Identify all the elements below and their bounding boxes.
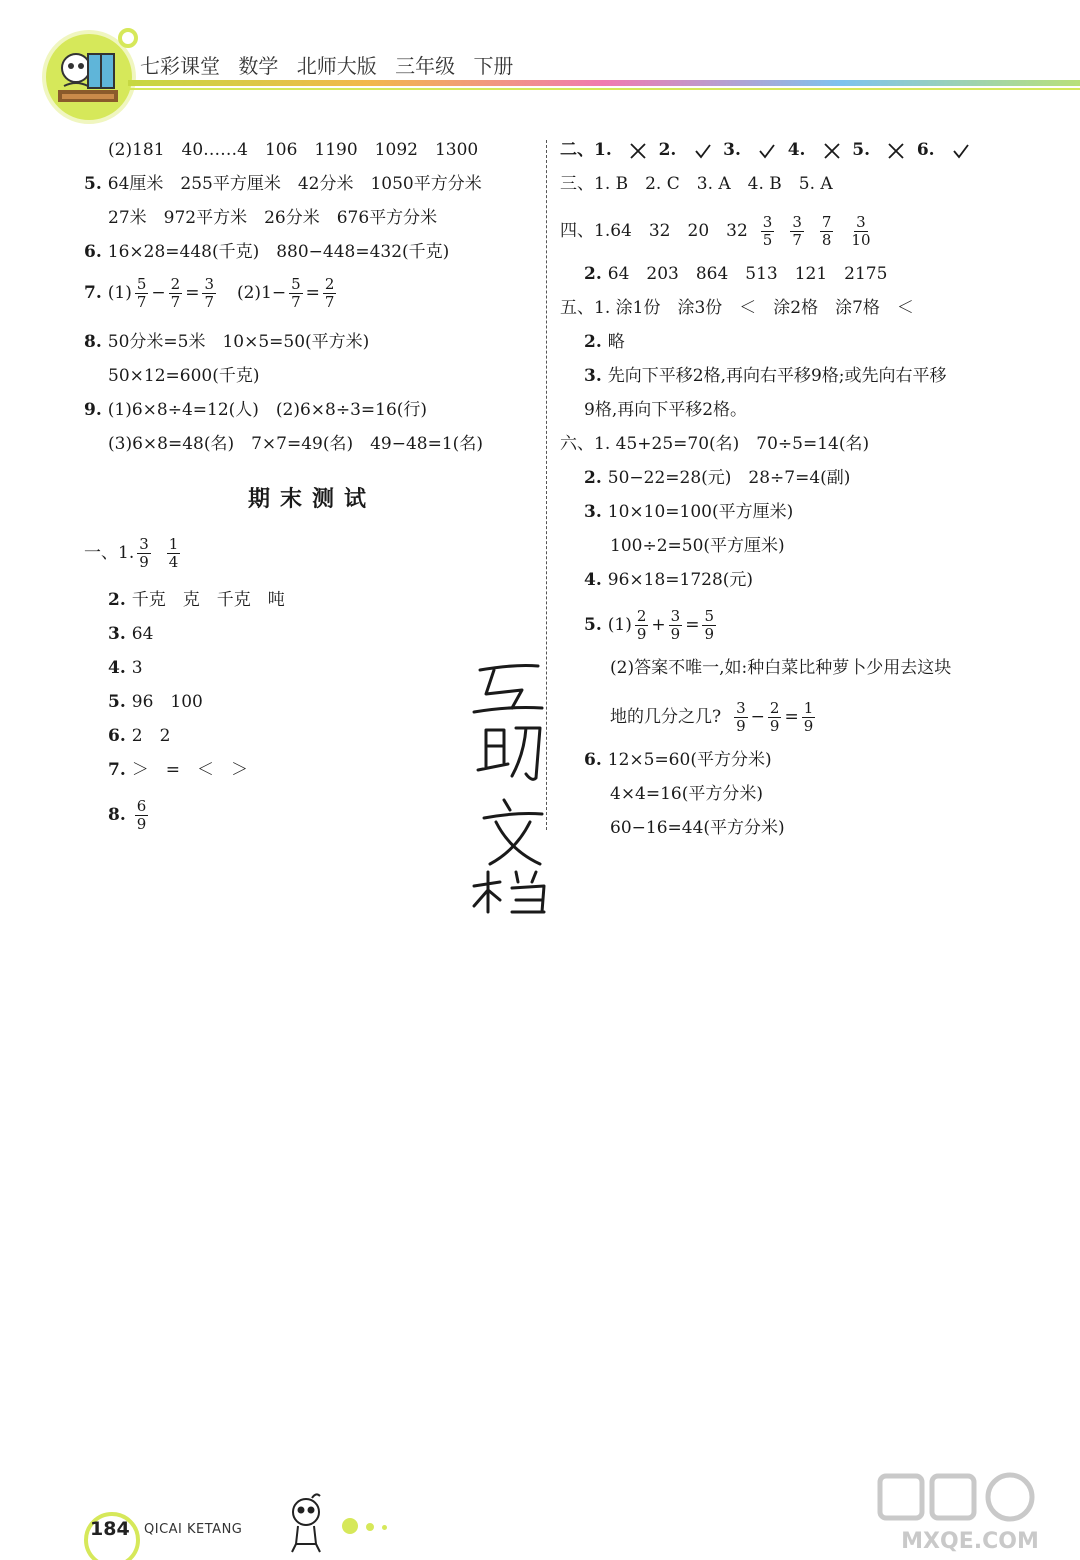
answer-text: 3 bbox=[131, 658, 143, 678]
question-number: 2. bbox=[108, 590, 126, 610]
denominator: 9 bbox=[636, 625, 647, 643]
fraction bbox=[635, 608, 649, 643]
numerator: 1 bbox=[803, 699, 814, 717]
answer-line bbox=[560, 500, 793, 524]
operator: − bbox=[750, 707, 765, 727]
page-number: 184 bbox=[90, 1518, 130, 1540]
operator: = bbox=[305, 283, 320, 303]
answer-line: 三、1. B 2. C 3. A 4. B 5. A bbox=[560, 174, 833, 194]
fraction bbox=[802, 700, 816, 735]
question-number: 5. bbox=[108, 692, 126, 712]
fraction bbox=[137, 536, 151, 571]
answer-text: 地的几分之几? bbox=[610, 707, 722, 727]
numerator: 1 bbox=[168, 535, 179, 553]
denominator: 5 bbox=[762, 231, 773, 249]
decorative-dot bbox=[342, 1518, 358, 1534]
fraction bbox=[202, 276, 216, 311]
answer-line: 100÷2=50(平方厘米) bbox=[610, 536, 785, 556]
denominator: 9 bbox=[736, 717, 746, 735]
question-number: 9. bbox=[84, 400, 102, 420]
answer-line bbox=[560, 466, 850, 490]
denominator: 7 bbox=[136, 293, 147, 311]
header-grade: 三年级 bbox=[395, 54, 456, 78]
answer-line bbox=[84, 690, 203, 714]
denominator: 8 bbox=[821, 231, 832, 249]
fraction bbox=[768, 700, 782, 735]
answer-line bbox=[560, 262, 887, 286]
question-number: 2. bbox=[584, 264, 602, 284]
numerator: 6 bbox=[136, 797, 147, 815]
operator: = bbox=[784, 707, 799, 727]
answer-line bbox=[84, 172, 482, 196]
header-title bbox=[140, 50, 525, 79]
fraction bbox=[734, 700, 748, 735]
numerator: 7 bbox=[821, 213, 832, 231]
decorative-dot bbox=[366, 1523, 374, 1531]
denominator: 7 bbox=[170, 293, 181, 311]
fraction bbox=[289, 276, 303, 311]
answer-line bbox=[560, 700, 818, 735]
question-number: 6. bbox=[916, 140, 935, 160]
fraction bbox=[135, 276, 149, 311]
answer-line bbox=[560, 214, 876, 249]
operator: = bbox=[685, 615, 700, 635]
numerator: 5 bbox=[704, 607, 714, 625]
numerator: 3 bbox=[139, 535, 149, 553]
question-number: 5. bbox=[84, 174, 102, 194]
numerator: 5 bbox=[291, 275, 301, 293]
section-title: 期末测试 bbox=[248, 487, 377, 512]
answer-text: (1)6×8÷4=12(人) (2)6×8÷3=16(行) bbox=[107, 400, 428, 420]
answer-text: 50−22=28(元) 28÷7=4(副) bbox=[607, 468, 851, 488]
fraction bbox=[669, 608, 683, 643]
numerator: 2 bbox=[636, 607, 647, 625]
answer-line bbox=[84, 758, 248, 782]
answer-line bbox=[560, 568, 753, 592]
section-label: 四、1. bbox=[560, 221, 611, 241]
answer-line bbox=[84, 330, 369, 354]
answer-text: 96 100 bbox=[131, 692, 203, 712]
part-label: (1) bbox=[607, 615, 632, 635]
answer-text: 96×18=1728(元) bbox=[607, 570, 754, 590]
answer-line: 50×12=600(千克) bbox=[108, 366, 260, 386]
cross-icon bbox=[887, 142, 905, 160]
answer-line: 9格,再向下平移2格。 bbox=[584, 400, 748, 420]
denominator: 9 bbox=[136, 815, 147, 833]
answer-line: 4×4=16(平方分米) bbox=[610, 784, 764, 804]
denominator: 9 bbox=[769, 717, 780, 735]
fraction bbox=[167, 536, 181, 571]
question-number: 5. bbox=[584, 615, 602, 635]
answer-text: ＞ = ＜ ＞ bbox=[131, 760, 248, 780]
operator: + bbox=[651, 615, 666, 635]
check-icon bbox=[694, 142, 712, 160]
denominator: 9 bbox=[139, 553, 149, 571]
numerator: 3 bbox=[204, 275, 214, 293]
answer-text: 略 bbox=[607, 332, 625, 352]
header-rule bbox=[128, 88, 1080, 90]
numerator: 3 bbox=[762, 213, 773, 231]
question-number: 4. bbox=[787, 140, 806, 160]
answer-line bbox=[84, 276, 339, 311]
denominator: 7 bbox=[324, 293, 335, 311]
answer-line bbox=[84, 240, 449, 264]
question-number: 4. bbox=[584, 570, 602, 590]
question-number: 6. bbox=[84, 242, 102, 262]
answer-text: 64 203 864 513 121 2175 bbox=[607, 264, 888, 284]
section-label: 一、1. bbox=[84, 543, 135, 563]
answer-text: 16×28=448(千克) 880−448=432(千克) bbox=[107, 242, 450, 262]
denominator: 9 bbox=[803, 717, 814, 735]
denominator: 7 bbox=[792, 231, 802, 249]
answer-text: 千克 克 千克 吨 bbox=[131, 590, 285, 610]
answer-text: 64厘米 255平方厘米 42分米 1050平方分米 bbox=[107, 174, 482, 194]
fraction bbox=[849, 214, 872, 249]
answer-line bbox=[84, 656, 143, 680]
answer-line bbox=[560, 330, 625, 354]
answer-line bbox=[84, 398, 427, 422]
fraction bbox=[820, 214, 834, 249]
numerator: 5 bbox=[136, 275, 147, 293]
answer-line bbox=[560, 364, 947, 388]
question-number: 2. bbox=[584, 468, 602, 488]
answer-text: 64 bbox=[131, 624, 154, 644]
answer-text: 12×5=60(平方分米) bbox=[607, 750, 772, 770]
answer-line: 五、1. 涂1份 涂3份 ＜ 涂2格 涂7格 ＜ bbox=[560, 298, 914, 318]
denominator: 9 bbox=[704, 625, 714, 643]
answer-line: (2)181 40……4 106 1190 1092 1300 bbox=[108, 140, 479, 160]
denominator: 7 bbox=[291, 293, 301, 311]
handwritten-signature bbox=[460, 650, 570, 920]
section-label: 二、1. bbox=[560, 140, 612, 160]
decorative-dot bbox=[382, 1525, 387, 1530]
numerator: 3 bbox=[736, 699, 746, 717]
header-volume: 下册 bbox=[473, 54, 514, 78]
fraction bbox=[169, 276, 183, 311]
question-number: 7. bbox=[84, 283, 102, 303]
answer-line bbox=[560, 748, 772, 772]
question-number: 2. bbox=[584, 332, 602, 352]
question-number: 8. bbox=[84, 332, 102, 352]
cross-icon bbox=[629, 142, 647, 160]
answer-text: 50分米=5米 10×5=50(平方米) bbox=[107, 332, 370, 352]
answer-text: 64 32 20 32 bbox=[610, 221, 748, 241]
numerator: 2 bbox=[170, 275, 181, 293]
question-number: 3. bbox=[723, 140, 741, 160]
fraction bbox=[761, 214, 775, 249]
numerator: 3 bbox=[670, 607, 681, 625]
answer-line bbox=[84, 798, 151, 833]
question-number: 3. bbox=[584, 366, 602, 386]
numerator: 2 bbox=[324, 275, 335, 293]
check-icon bbox=[758, 142, 776, 160]
watermark-text: MXQE.COM bbox=[901, 1529, 1039, 1554]
watermark-logo bbox=[870, 1470, 1070, 1556]
fraction bbox=[323, 276, 337, 311]
answer-line bbox=[84, 588, 285, 612]
question-number: 3. bbox=[584, 502, 602, 522]
question-number: 4. bbox=[108, 658, 126, 678]
header-series: 七彩课堂 bbox=[140, 54, 220, 78]
answer-line: (2)答案不唯一,如:种白菜比种萝卜少用去这块 bbox=[610, 658, 952, 678]
question-number: 8. bbox=[108, 805, 126, 825]
part-label: (2)1− bbox=[236, 283, 287, 303]
answer-line bbox=[84, 724, 170, 748]
header-rainbow-rule bbox=[128, 80, 1080, 86]
answer-line bbox=[560, 138, 976, 162]
operator: − bbox=[151, 283, 166, 303]
mascot-icon bbox=[282, 1490, 330, 1556]
question-number: 3. bbox=[108, 624, 126, 644]
answer-line: 27米 972平方米 26分米 676平方分米 bbox=[108, 208, 438, 228]
answer-text: 2 2 bbox=[131, 726, 171, 746]
check-icon bbox=[952, 142, 970, 160]
denominator: 7 bbox=[204, 293, 214, 311]
answer-line bbox=[84, 622, 153, 646]
fraction bbox=[702, 608, 716, 643]
answer-text: 先向下平移2格,再向右平移9格;或先向右平移 bbox=[607, 366, 947, 386]
cross-icon bbox=[823, 142, 841, 160]
question-number: 7. bbox=[108, 760, 126, 780]
fraction bbox=[135, 798, 149, 833]
denominator: 10 bbox=[851, 231, 871, 249]
numerator: 3 bbox=[792, 213, 802, 231]
mascot-reading-icon bbox=[52, 42, 124, 108]
numerator: 2 bbox=[769, 699, 780, 717]
header-subject: 数学 bbox=[238, 54, 279, 78]
answer-line: (3)6×8=48(名) 7×7=49(名) 49−48=1(名) bbox=[108, 434, 483, 454]
answer-line: 六、1. 45+25=70(名) 70÷5=14(名) bbox=[560, 434, 870, 454]
question-number: 6. bbox=[108, 726, 126, 746]
answer-line bbox=[560, 608, 719, 643]
question-number: 5. bbox=[852, 140, 870, 160]
answer-text: 10×10=100(平方厘米) bbox=[607, 502, 794, 522]
part-label: (1) bbox=[107, 283, 132, 303]
fraction bbox=[790, 214, 804, 249]
question-number: 2. bbox=[658, 140, 677, 160]
header-edition: 北师大版 bbox=[296, 54, 377, 78]
numerator: 3 bbox=[856, 213, 866, 231]
question-number: 6. bbox=[584, 750, 602, 770]
denominator: 9 bbox=[670, 625, 681, 643]
denominator: 4 bbox=[168, 553, 179, 571]
operator: = bbox=[185, 283, 200, 303]
answer-line: 60−16=44(平方分米) bbox=[610, 818, 785, 838]
footer-brand: QICAI KETANG bbox=[144, 1522, 243, 1537]
answer-line bbox=[84, 536, 183, 571]
